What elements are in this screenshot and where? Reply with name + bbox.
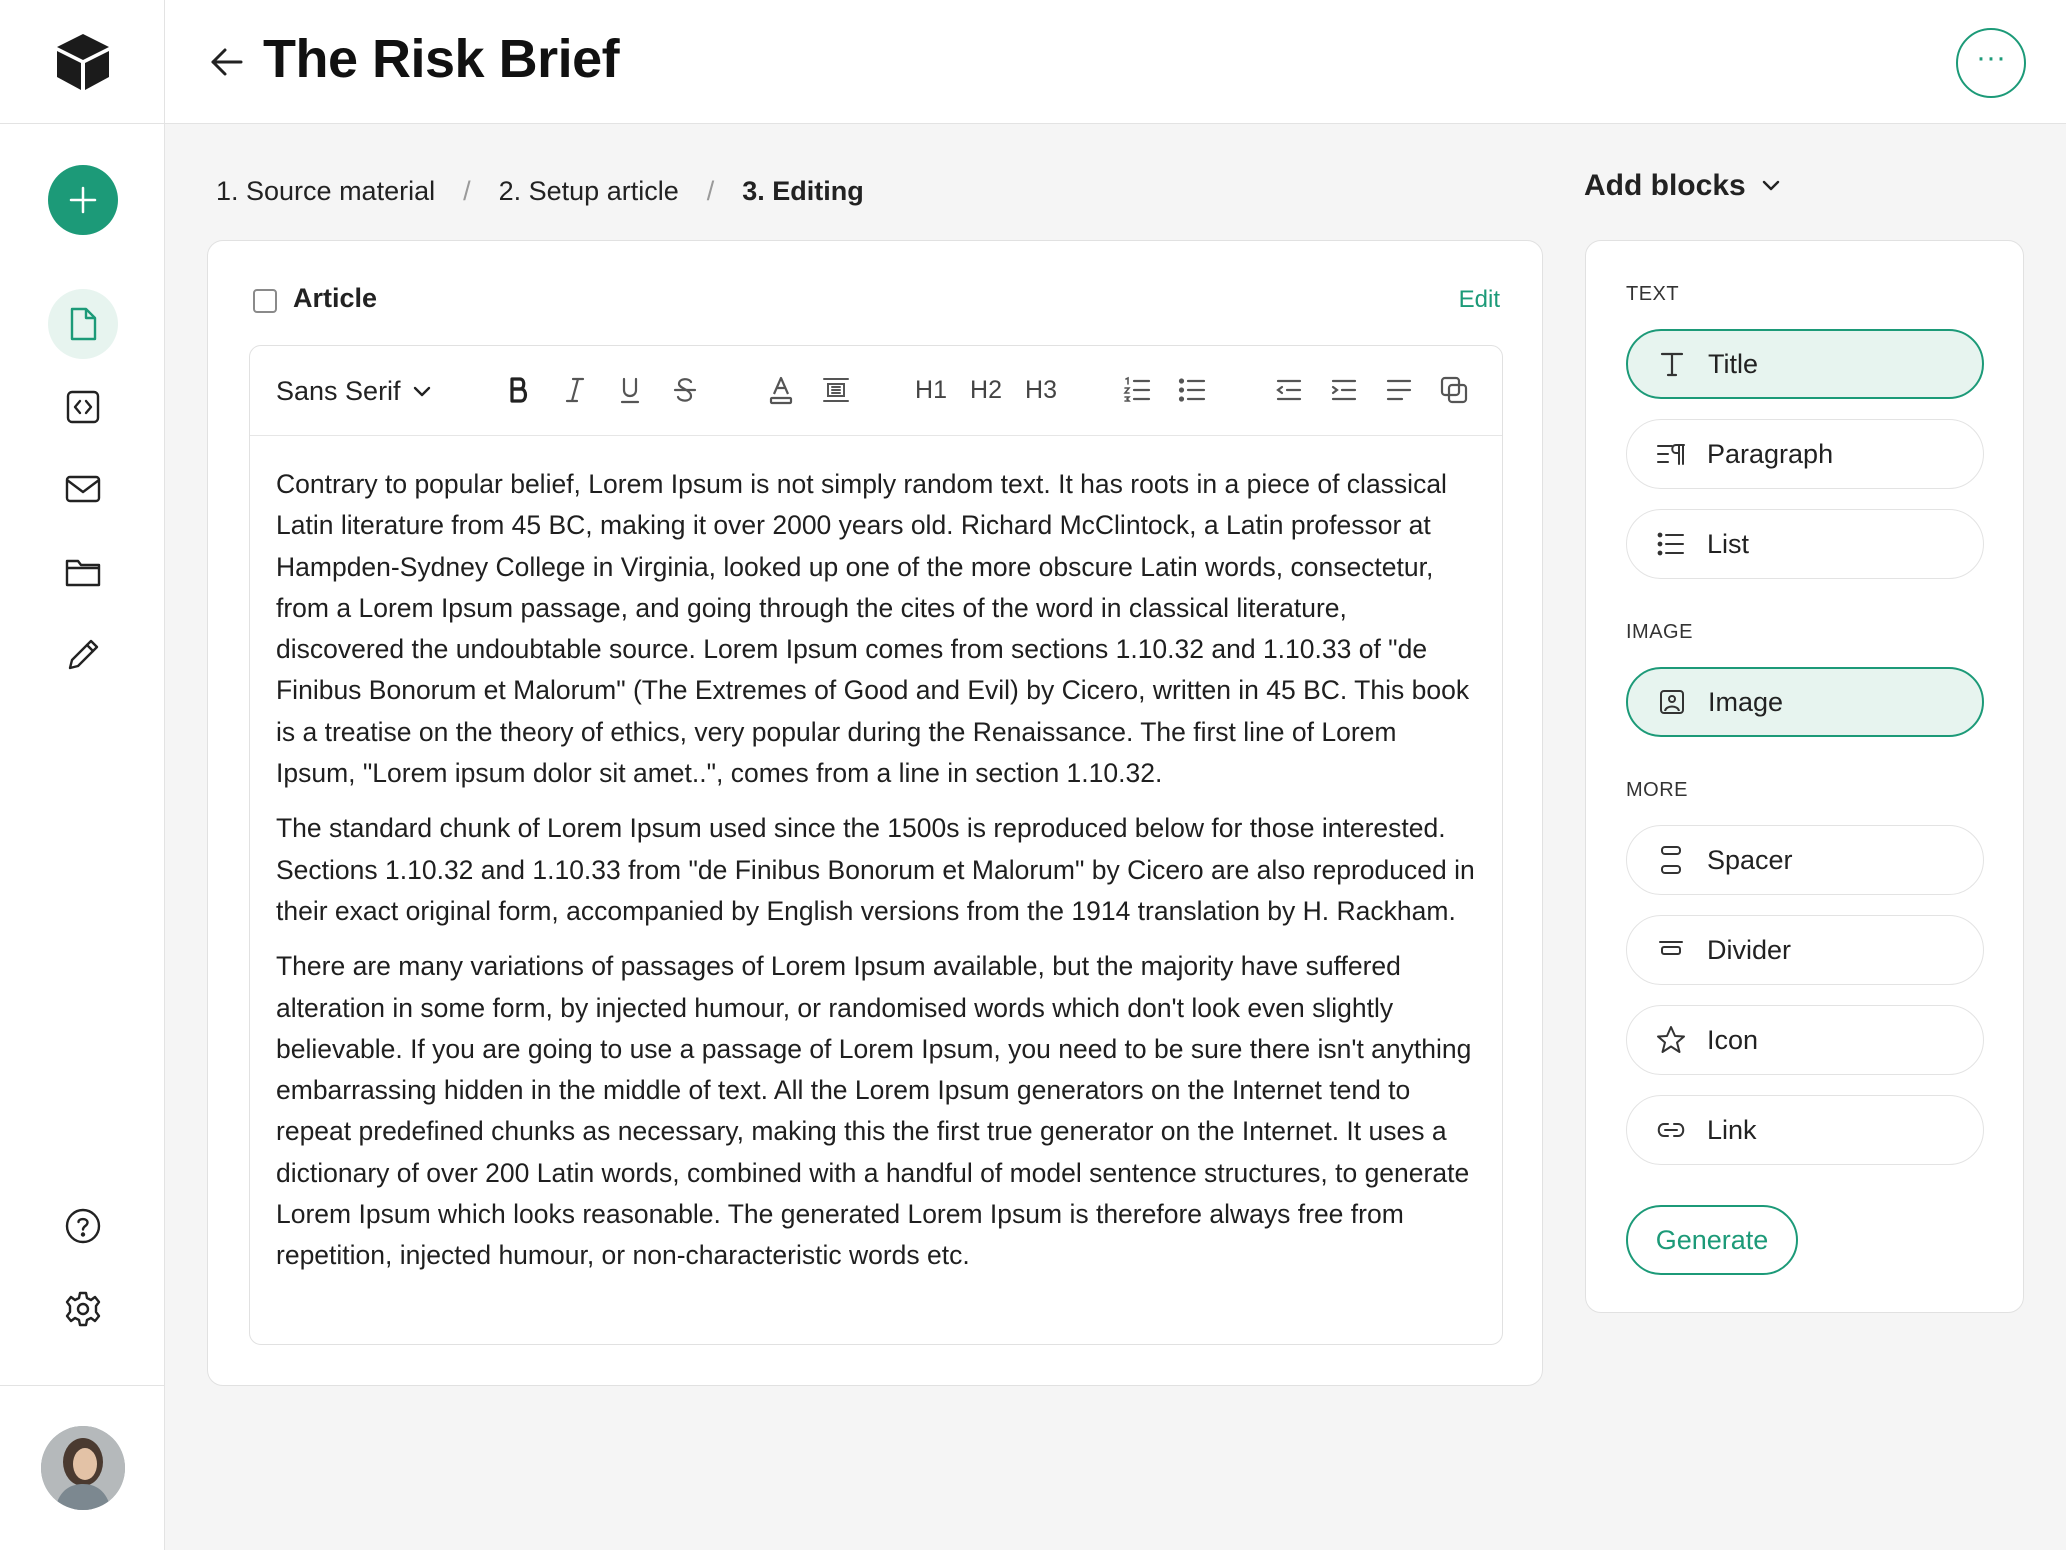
breadcrumb-step-editing: 3. Editing	[742, 176, 864, 206]
sidebar-item-documents[interactable]	[48, 289, 118, 359]
font-family-select[interactable]	[276, 376, 433, 407]
strikethrough-button[interactable]	[668, 370, 702, 410]
pencil-icon	[64, 636, 102, 674]
strikethrough-icon	[673, 376, 697, 404]
plus-icon	[68, 185, 98, 215]
chevron-down-icon	[1760, 179, 1782, 193]
divider-icon	[1655, 934, 1687, 966]
chevron-down-icon	[411, 385, 433, 399]
top-header	[165, 0, 2066, 124]
editor-toolbar	[250, 346, 1502, 436]
ordered-list-icon	[1123, 376, 1151, 404]
sidebar-item-folder[interactable]	[48, 537, 118, 607]
block-list-label: List	[1707, 528, 1750, 559]
logo[interactable]	[0, 0, 165, 124]
sidebar	[0, 0, 165, 1550]
title-icon	[1656, 348, 1688, 380]
generate-button[interactable]: Generate	[1626, 1205, 1798, 1275]
font-family-value: Sans Serif	[276, 376, 401, 406]
align-left-button[interactable]	[1382, 370, 1416, 410]
document-icon	[66, 306, 100, 342]
highlight-icon	[822, 376, 850, 404]
italic-icon	[564, 376, 586, 404]
block-paragraph-button[interactable]	[1626, 419, 1984, 489]
breadcrumb	[216, 176, 864, 207]
code-icon	[65, 389, 101, 425]
paragraph-icon	[1655, 438, 1687, 470]
ordered-list-button[interactable]	[1120, 370, 1154, 410]
article-paragraph[interactable]: Contrary to popular belief, Lorem Ipsum is not simply random text. It has roots in a piece of classical Latin literature from 45 BC, making it over 2000 years old. Richard McClintock, a Latin professor at Hampden-Sydney College in Virginia, looked up one of the more obscure Latin words, consectetur, from a Lorem Ipsum passage, and going through the cites of the word in classical literature, discovered the undoubtable source. Lorem Ipsum comes from sections 1.10.32 and 1.10.33 of "de Finibus Bonorum et Malorum" (The Extremes of Good and Evil) by Cicero, written in 45 BC. This book is a treatise on the theory of ethics, very popular during the Renaissance. The first line of Lorem Ipsum, "Lorem ipsum dolor sit amet..", comes from a line in section 1.10.32.	[276, 469, 1470, 789]
link-icon	[1655, 1114, 1687, 1146]
text-color-button[interactable]	[764, 370, 798, 410]
page-title: The Risk Brief	[263, 29, 620, 89]
duplicate-button[interactable]	[1437, 370, 1471, 410]
section-label-more: MORE	[1626, 779, 1688, 801]
bold-button[interactable]	[502, 370, 536, 410]
list-icon	[1655, 528, 1687, 560]
rich-text-editor	[249, 345, 1503, 1345]
editor-content[interactable]	[250, 436, 1502, 1277]
text-color-icon	[768, 375, 794, 405]
heading-2-button[interactable]: H2	[970, 375, 1002, 404]
heading-1-button[interactable]: H1	[915, 375, 947, 404]
bold-icon	[508, 376, 530, 404]
block-title-button[interactable]	[1626, 329, 1984, 399]
breadcrumb-step-source[interactable]: 1. Source material	[216, 176, 436, 206]
block-divider-button[interactable]	[1626, 915, 1984, 985]
block-icon-button[interactable]	[1626, 1005, 1984, 1075]
user-menu[interactable]	[0, 1385, 165, 1550]
outdent-button[interactable]	[1272, 370, 1306, 410]
help-icon	[64, 1207, 102, 1245]
block-spacer-label: Spacer	[1707, 844, 1793, 875]
block-divider-label: Divider	[1707, 934, 1792, 965]
underline-icon	[619, 376, 641, 404]
block-spacer-button[interactable]	[1626, 825, 1984, 895]
heading-3-button[interactable]: H3	[1025, 375, 1057, 404]
block-title-label: Title	[1708, 348, 1759, 379]
copy-icon	[1440, 376, 1468, 404]
add-blocks-dropdown[interactable]	[1584, 169, 1782, 203]
folder-icon	[64, 555, 102, 589]
blocks-panel	[1585, 240, 2024, 1313]
block-link-button[interactable]	[1626, 1095, 1984, 1165]
article-paragraph[interactable]: There are many variations of passages of Lorem Ipsum available, but the majority have suffered alteration in some form, by injected humour, or randomised words which don't look even slightly believable. If you are going to use a passage of Lorem Ipsum, you need to be sure there isn't anything embarrassing hidden in the middle of text. All the Lorem Ipsum generators on the Internet tend to repeat predefined chunks as necessary, making this the first true generator on the Internet. It uses a dictionary of over 200 Latin words, combined with a handful of model sentence structures, to generate Lorem Ipsum which looks reasonable. The generated Lorem Ipsum is therefore always free from repetition, injected humour, or non-characteristic words etc.	[276, 951, 1472, 1271]
indent-button[interactable]	[1327, 370, 1361, 410]
article-checkbox[interactable]	[253, 289, 277, 313]
image-icon	[1656, 686, 1688, 718]
sidebar-item-code[interactable]	[48, 372, 118, 442]
cube-logo-icon	[52, 31, 114, 93]
sidebar-item-mail[interactable]	[48, 454, 118, 524]
sidebar-item-settings[interactable]	[48, 1274, 118, 1344]
sidebar-item-edit[interactable]	[48, 620, 118, 690]
align-left-icon	[1385, 378, 1413, 402]
user-avatar-image	[41, 1426, 125, 1510]
underline-button[interactable]	[613, 370, 647, 410]
italic-button[interactable]	[558, 370, 592, 410]
gear-icon	[64, 1290, 102, 1328]
bullet-list-icon	[1178, 377, 1206, 403]
block-icon-label: Icon	[1707, 1024, 1759, 1055]
star-icon	[1655, 1024, 1687, 1056]
section-label-image: IMAGE	[1626, 621, 1693, 643]
article-paragraph[interactable]: The standard chunk of Lorem Ipsum used since the 1500s is reproduced below for those interested. Sections 1.10.32 and 1.10.33 from "de Finibus Bonorum et Malorum" by Cicero are also reproduced in their exact original form, accompanied by English versions from the 1914 translation by H. Rackham.	[276, 813, 1475, 926]
avatar[interactable]	[41, 1426, 125, 1510]
spacer-icon	[1655, 844, 1687, 876]
article-label: Article	[293, 283, 378, 313]
breadcrumb-step-setup[interactable]: 2. Setup article	[498, 176, 679, 206]
article-card	[207, 240, 1543, 1386]
block-list-button[interactable]	[1626, 509, 1984, 579]
block-image-label: Image	[1708, 686, 1784, 717]
breadcrumb-separator: /	[463, 176, 471, 206]
mail-icon	[64, 473, 102, 505]
back-arrow-icon[interactable]	[205, 40, 249, 84]
outdent-icon	[1275, 378, 1303, 402]
breadcrumb-separator: /	[706, 176, 715, 206]
section-label-text: TEXT	[1626, 283, 1680, 305]
new-item-button[interactable]	[48, 165, 118, 235]
more-options-button[interactable]: ···	[1956, 28, 2026, 98]
edit-link[interactable]: Edit	[1458, 286, 1500, 313]
block-paragraph-label: Paragraph	[1707, 438, 1834, 469]
sidebar-item-help[interactable]	[48, 1191, 118, 1261]
block-link-label: Link	[1707, 1114, 1757, 1145]
bullet-list-button[interactable]	[1175, 370, 1209, 410]
highlight-button[interactable]	[819, 370, 853, 410]
indent-icon	[1330, 378, 1358, 402]
add-blocks-heading: Add blocks	[1584, 169, 1746, 202]
block-image-button[interactable]	[1626, 667, 1984, 737]
